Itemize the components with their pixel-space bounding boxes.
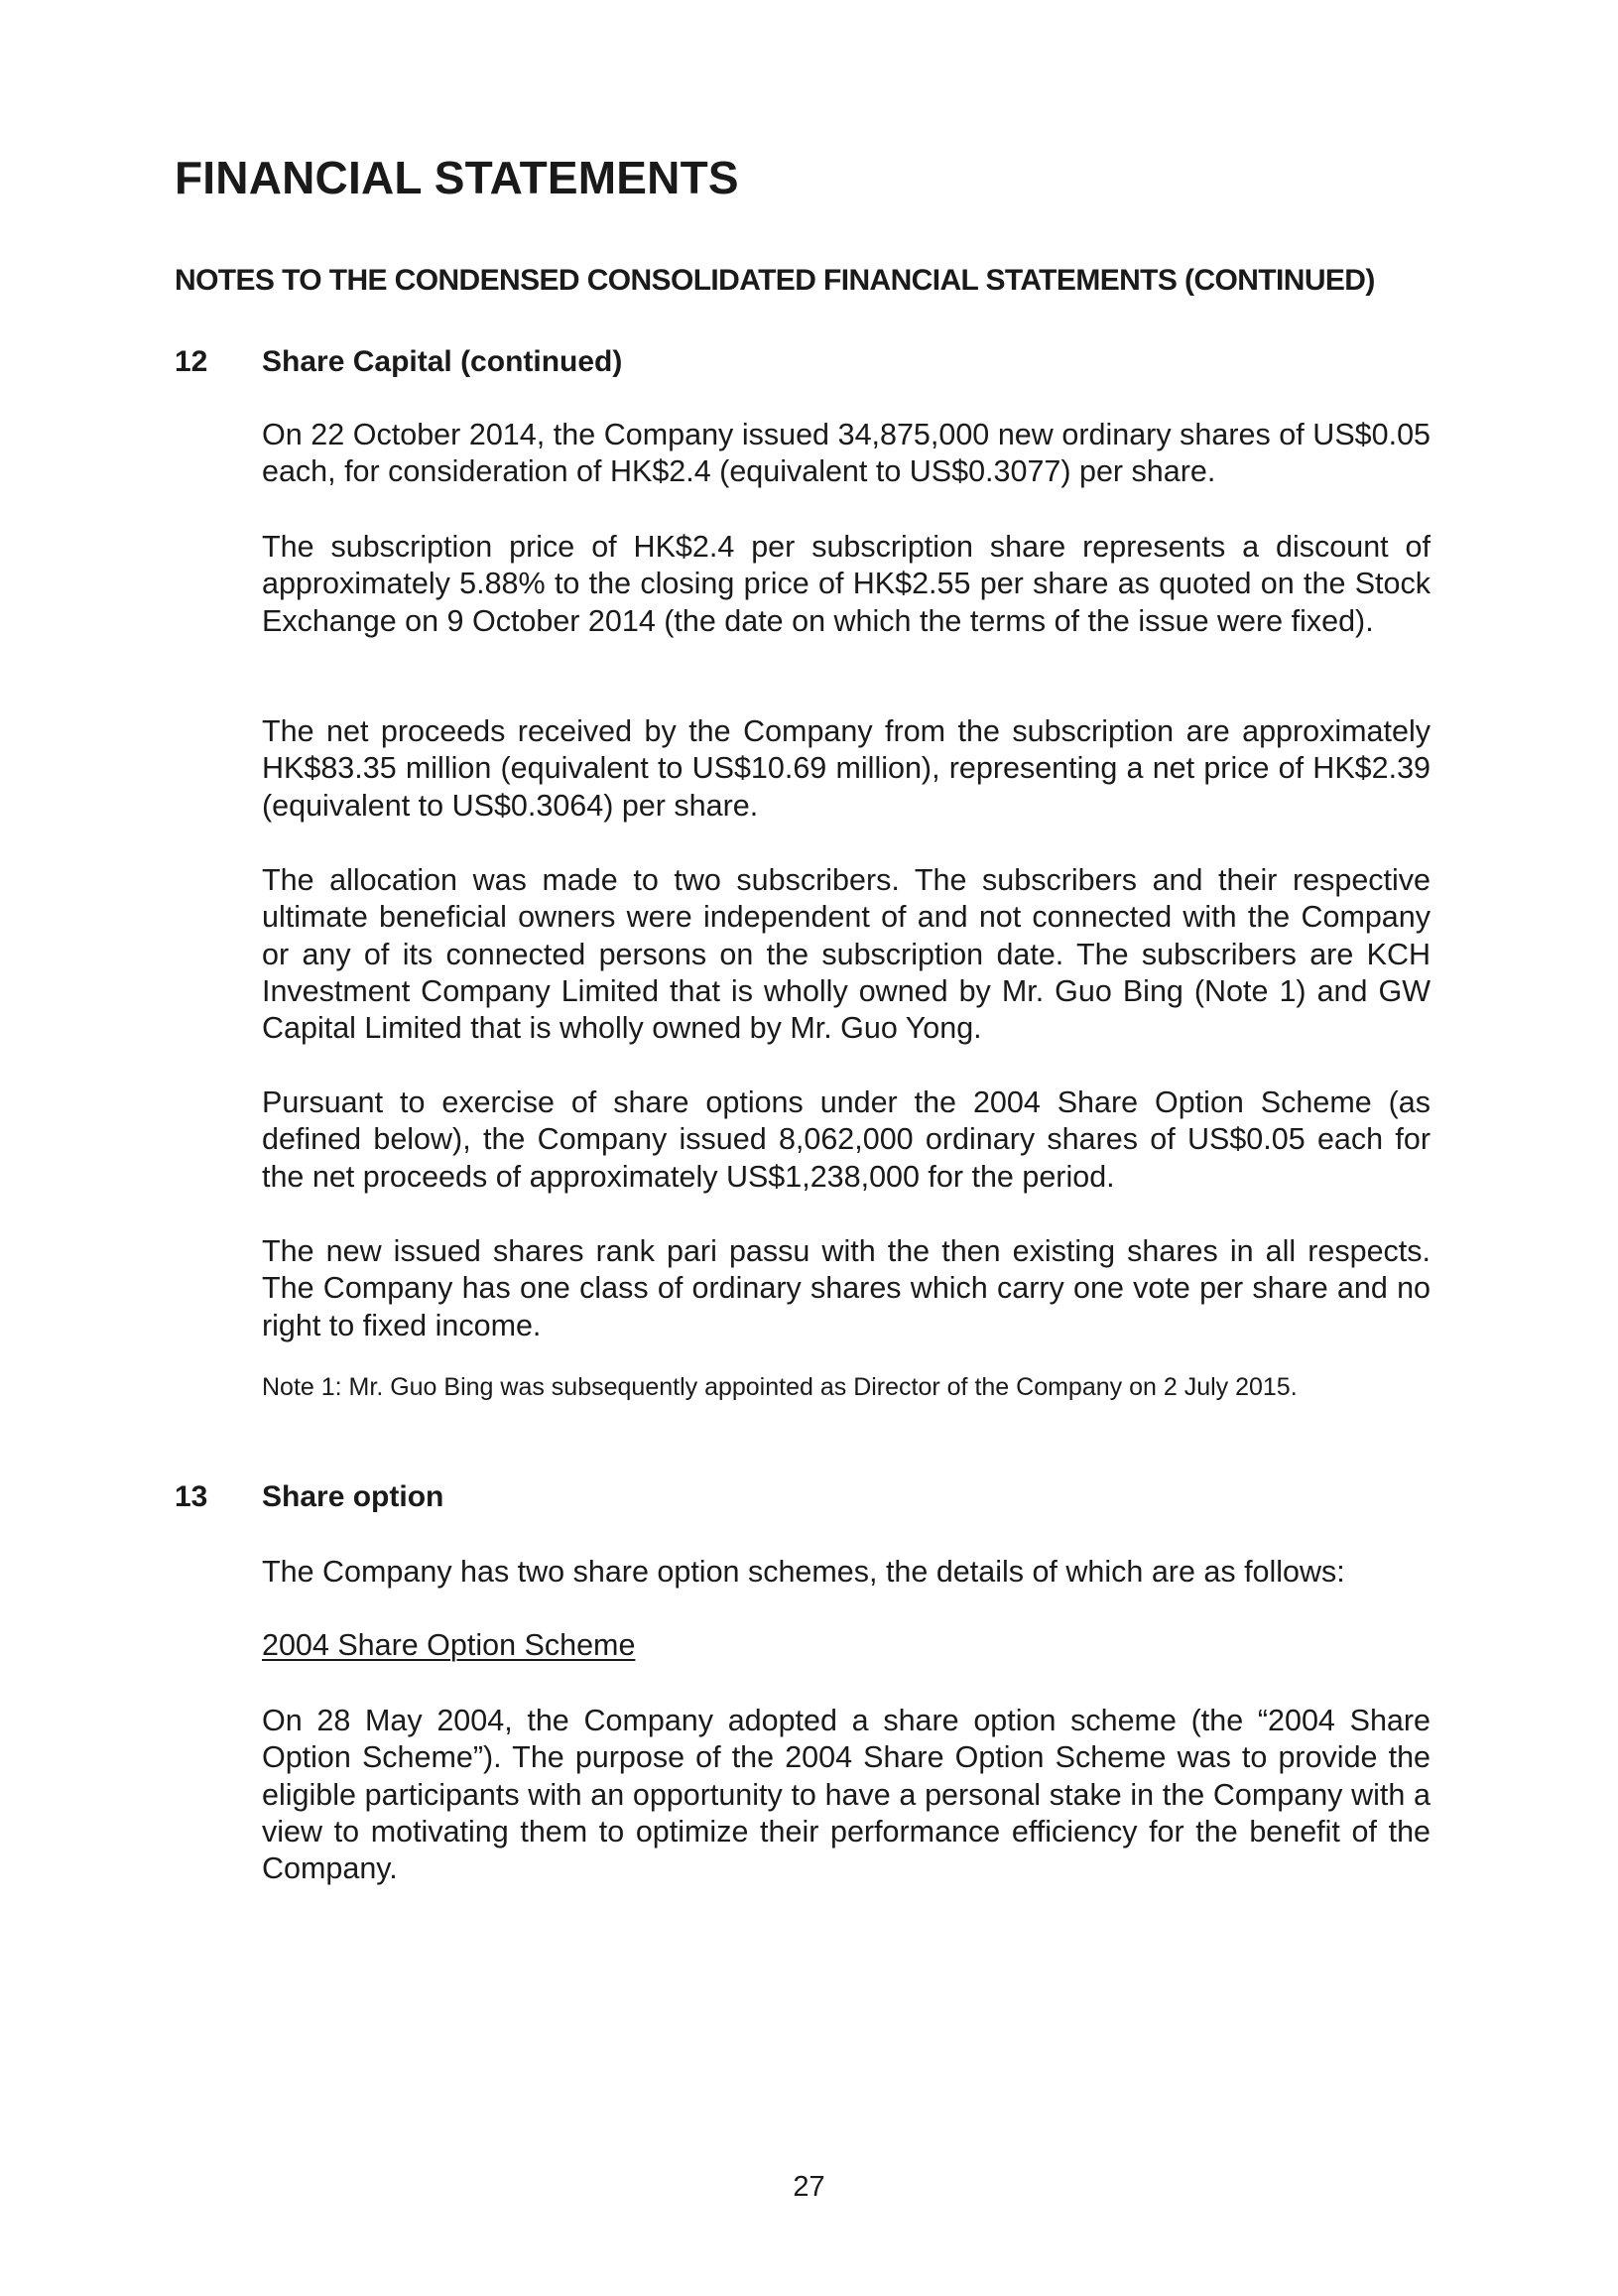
section-13-intro: The Company has two share option schemes, the details of which are as follows: (262, 1555, 1345, 1589)
section-12-paragraph-3: The net proceeds received by the Company from the subscription are approximately HK$83.35 million (equivalent to US$10.69 million), representing a net price of HK$2.39 (equivalent to US$0.3064) per share. (262, 714, 1431, 823)
page-number: 27 (793, 2171, 825, 2203)
section-13-title: Share option (262, 1480, 444, 1513)
section-12-paragraph-1: On 22 October 2014, the Company issued 34,875,000 new ordinary shares of US$0.05 each, for consideration of HK$2.4 (equivalent to US$0.3077) per share. (262, 418, 1431, 489)
section-12-footnote: Note 1: Mr. Guo Bing was subsequently appointed as Director of the Company on 2 July 2015. (262, 1373, 1298, 1401)
scheme-subheading: 2004 Share Option Scheme (262, 1628, 636, 1662)
section-13-number: 13 (175, 1480, 208, 1513)
section-12-number: 12 (175, 345, 208, 378)
section-12-paragraph-2: The subscription price of HK$2.4 per subscription share represents a discount of approximately 5.88% to the closing price of HK$2.55 per share as quoted on the Stock Exchange on 9 October 2014 (the date on which the terms of the issue were fixed). (262, 530, 1431, 638)
section-12-paragraph-6: The new issued shares rank pari passu with the then existing shares in all respects. The Company has one class of ordinary shares which carry one vote per share and no right to fixed income. (262, 1234, 1431, 1342)
notes-subtitle: NOTES TO THE CONDENSED CONSOLIDATED FINANCIAL STATEMENTS (CONTINUED) (175, 264, 1375, 297)
section-12-title: Share Capital (continued) (262, 345, 623, 378)
section-12-paragraph-4: The allocation was made to two subscribers. The subscribers and their respective ultimate beneficial owners were independent of and not connected with the Company or any of its connected persons on the subscription date. The subscribers are KCH Investment Company Limited that is wholly owned by Mr. Guo Bing (Note 1) and GW Capital Limited that is wholly owned by Mr. Guo Yong. (262, 863, 1431, 1046)
page-title: FINANCIAL STATEMENTS (175, 152, 739, 203)
section-12-paragraph-5: Pursuant to exercise of share options under the 2004 Share Option Scheme (as defined below), the Company issued 8,062,000 ordinary shares of US$0.05 each for the net proceeds of approximately US$1,238,000 for the period. (262, 1085, 1431, 1194)
section-13-paragraph: On 28 May 2004, the Company adopted a share option scheme (the “2004 Share Option Scheme”). The purpose of the 2004 Share Option Scheme was to provide the eligible participants with an opportunity to have a personal stake in the Company with a view to motivating them to optimize their performance efficiency for the benefit of the Company. (262, 1704, 1431, 1886)
